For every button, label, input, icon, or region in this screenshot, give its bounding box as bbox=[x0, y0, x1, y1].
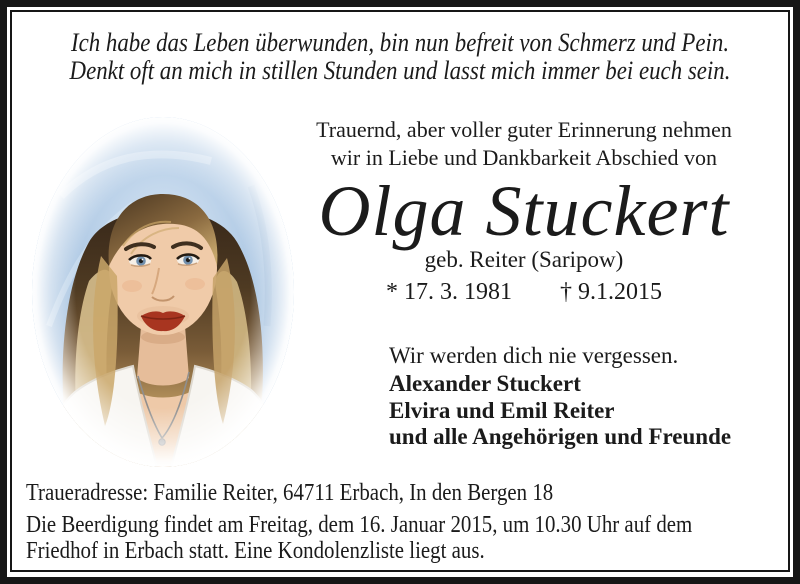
death-date: † 9.1.2015 bbox=[560, 279, 662, 305]
mourners-list bbox=[389, 371, 731, 451]
intro-line: wir in Liebe und Dankbarkeit Abschied von bbox=[330, 145, 718, 170]
farewell-text: Wir werden dich nie vergessen. bbox=[389, 343, 679, 368]
life-dates bbox=[298, 279, 750, 306]
funeral-info-line: Friedhof in Erbach statt. Eine Kondolenzliste liegt aus. bbox=[26, 538, 485, 564]
mourner-line: Elvira und Emil Reiter bbox=[389, 397, 615, 423]
mourner-line: Alexander Stuckert bbox=[389, 371, 581, 396]
memorial-verse bbox=[0, 29, 800, 85]
funeral-info-line: Die Beerdigung findet am Freitag, dem 16. Januar 2015, um 10.30 Uhr auf dem bbox=[26, 512, 693, 538]
deceased-name: Olga Stuckert bbox=[318, 171, 730, 251]
birth-date: * 17. 3. 1981 bbox=[386, 279, 512, 305]
memorial-verse-line: Denkt oft an mich in stillen Stunden und lasst mich immer bei euch sein. bbox=[69, 56, 731, 85]
intro-line: Trauernd, aber voller guter Erinnerung nehmen bbox=[316, 117, 732, 142]
mourner-line: und alle Angehörigen und Freunde bbox=[389, 424, 732, 449]
intro-text bbox=[298, 116, 750, 172]
portrait-photo-art bbox=[31, 116, 295, 468]
footer-info bbox=[26, 480, 786, 564]
maiden-name: geb. Reiter (Saripow) bbox=[424, 247, 624, 272]
funeral-address: Traueradresse: Familie Reiter, 64711 Erbach, In den Bergen 18 bbox=[26, 480, 554, 506]
portrait-photo bbox=[31, 116, 295, 468]
memorial-verse-line: Ich habe das Leben überwunden, bin nun befreit von Schmerz und Pein. bbox=[70, 28, 730, 57]
